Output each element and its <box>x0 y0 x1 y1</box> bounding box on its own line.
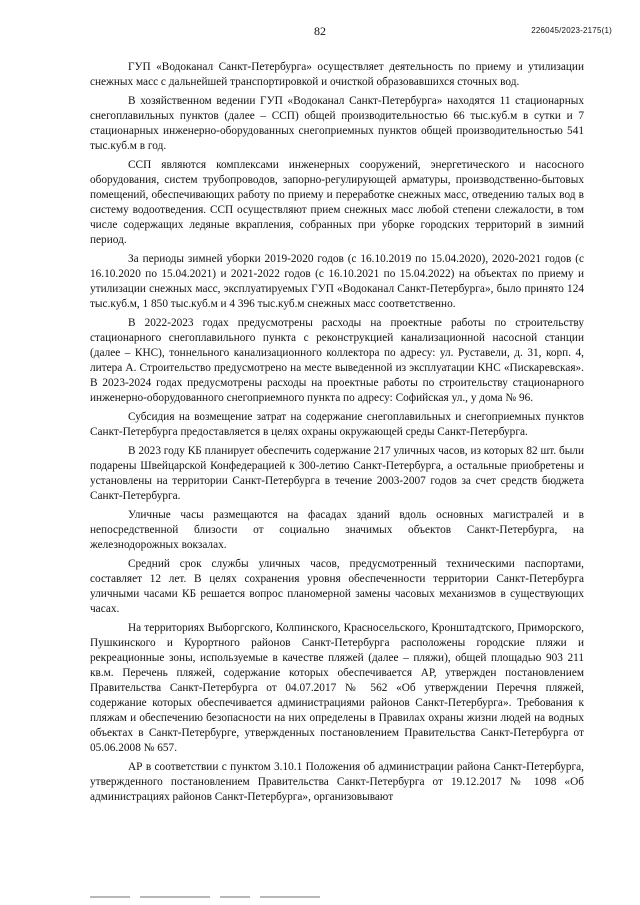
paragraph: За периоды зимней уборки 2019-2020 годов (с 16.10.2019 по 15.04.2020), 2020-2021 годов (с 16.10.2020 по 15.04.2021) и 2021-2022 годов (с 16.10.2021 по 15.04.2022) на объектах по приему и утилизации снежных масс, эксплуатируемых ГУП «Водоканал Санкт-Петербурга», было принято 124 тыс.куб.м, 1 850 тыс.куб.м и 4 396 тыс.куб.м снежных масс соответственно. <box>90 252 584 311</box>
paragraph: В 2022-2023 годах предусмотрены расходы на проектные работы по строительству стационарного снегоплавильного пункта с реконструкцией канализационной насосной станции (далее – КНС), тоннельного канализационного коллектора по адресу: ул. Руставели, д. 31, корп. 4, литера А. Строительство предусмотрено на месте выведенной из эксплуатации КНС «Пискаревская». В 2023-2024 годах предусмотрены расходы на проектные работы по строительству стационарного инженерно-оборудованного снегоприемного пункта по адресу: Софийская ул., у дома № 96. <box>90 316 584 405</box>
paragraph: АР в соответствии с пунктом 3.10.1 Положения об администрации района Санкт-Петербурга, утвержденного постановлением Правительства Санкт-Петербурга от 19.12.2017 № 1098 «Об администрациях районов Санкт-Петербурга», организовывают <box>90 761 584 804</box>
paragraph: На территориях Выборгского, Колпинского, Красносельского, Кронштадтского, Приморского, Пушкинского и Курортного районов Санкт-Петербурга расположены городские пляжи и рекреационные зоны, используемые в качестве пляжей (далее – пляжи), общей площадью 903 211 кв.м. Перечень пляжей, содержание которых обеспечивается АР, утвержден постановлением Правительства Санкт-Петербурга от 04.07.2017 № 562 «Об утверждении Перечня пляжей, содержание которых обеспечивается администрациями районов Санкт-Петербурга». Требования к пляжам и обеспечению безопасности на них определены в Правилах охраны жизни людей на водных объектах в Санкт-Петербурге, утвержденных постановлением Правительства Санкт-Петербурга от 05.06.2008 № 657. <box>90 621 584 755</box>
paragraph: ГУП «Водоканал Санкт-Петербурга» осуществляет деятельность по приему и утилизации снежных масс с дальнейшей транспортировкой и очисткой образовавшихся сточных вод. <box>90 61 584 89</box>
paragraph: Уличные часы размещаются на фасадах зданий вдоль основных магистралей и в непосредственной близости от социально значимых объектов Санкт-Петербурга, на железнодорожных вокзалах. <box>90 508 584 551</box>
paragraph: Субсидия на возмещение затрат на содержание снегоплавильных и снегоприемных пунктов Санкт-Петербурга предоставляется в целях охраны окружающей среды Санкт-Петербурга. <box>90 411 584 439</box>
document-code: 226045/2023-2175(1) <box>531 26 612 35</box>
paragraph: Средний срок службы уличных часов, предусмотренный техническими паспортами, составляет 12 лет. В целях сохранения уровня обеспеченности территории Санкт-Петербурга уличными часами КБ решается вопрос планомерной замены часовых механизмов в существующих часах. <box>90 557 584 615</box>
document-body <box>90 60 584 809</box>
next-page-bleed <box>90 896 584 902</box>
page-number: 82 <box>314 24 326 38</box>
paragraph: ССП являются комплексами инженерных сооружений, энергетического и насосного оборудования, систем трубопроводов, запорно-регулирующей арматуры, производственно-бытовых помещений, обеспечивающих работу по приему и переработке снежных масс, отведению талых вод в систему водоотведения. ССП осуществляют прием снежных масс любой степени слежалости, в том числе содержащих ледяные вкрапления, собранных при уборке городских территорий в зимний период. <box>90 158 584 247</box>
paragraph: В 2023 году КБ планирует обеспечить содержание 217 уличных часов, из которых 82 шт. были подарены Швейцарской Конфедерацией к 300-летию Санкт-Петербурга, а остальные приобретены и установлены на территории Санкт-Петербурга в течение 2003-2007 годов за счет средств бюджета Санкт-Петербурга. <box>90 444 584 503</box>
paragraph: В хозяйственном ведении ГУП «Водоканал Санкт-Петербурга» находятся 11 стационарных снегоплавильных пунктов (далее – ССП) общей производительностью 66 тыс.куб.м в сутки и 7 стационарных инженерно-оборудованных снегоприемных пунктов общей производительностью 541 тыс.куб.м в год. <box>90 94 584 153</box>
